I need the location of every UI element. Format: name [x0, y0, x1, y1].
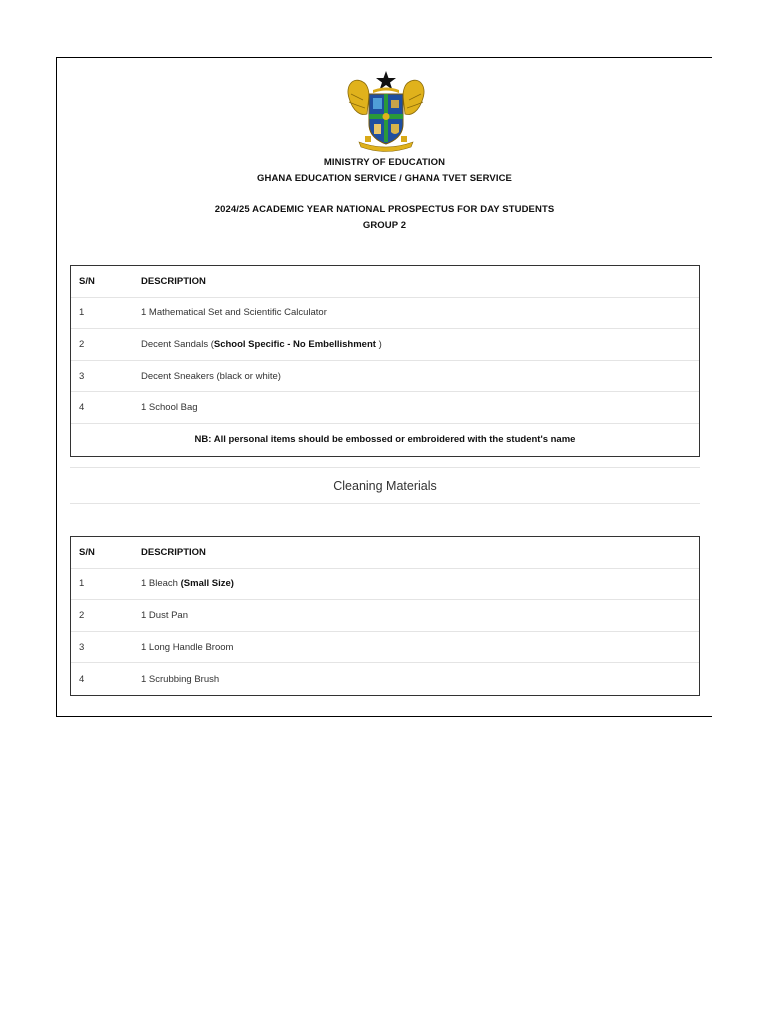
row-description-text: 1 Bleach — [141, 578, 181, 590]
row-description: Decent Sneakers (black or white) — [141, 370, 281, 382]
table-row — [71, 663, 699, 695]
row-sn: 4 — [79, 673, 85, 685]
row-description: 1 Dust Pan — [141, 609, 188, 621]
table-row — [71, 600, 699, 632]
group-heading: GROUP 2 — [362, 220, 407, 231]
row-sn: 3 — [79, 641, 85, 653]
sn-column-header: S/N — [79, 275, 95, 287]
row-description: 1 Mathematical Set and Scientific Calculator — [141, 307, 327, 319]
service-heading: GHANA EDUCATION SERVICE / GHANA TVET SERVICE — [257, 173, 512, 184]
row-sn: 3 — [79, 370, 85, 382]
row-description: 1 Long Handle Broom — [141, 641, 234, 653]
row-sn: 1 — [79, 578, 85, 590]
table-row — [71, 361, 699, 393]
row-description-after: ) — [375, 338, 382, 350]
personal-items-table — [70, 265, 700, 457]
row-description-bold: (Small Size) — [180, 578, 234, 590]
table-row — [71, 392, 699, 424]
table-row — [71, 298, 699, 330]
row-description — [141, 339, 699, 350]
row-description-text: Decent Sandals ( — [141, 338, 214, 350]
table-header-row — [71, 266, 699, 298]
sn-column-header: S/N — [79, 546, 95, 558]
row-description: 1 School Bag — [141, 402, 198, 414]
table-header-row — [71, 537, 699, 569]
description-column-header: DESCRIPTION — [141, 275, 206, 287]
row-description-bold: School Specific - No Embellishment — [213, 338, 376, 350]
description-column-header: DESCRIPTION — [141, 546, 206, 558]
prospectus-heading: 2024/25 ACADEMIC YEAR NATIONAL PROSPECTUS FOR DAY STUDENTS — [214, 204, 555, 215]
table-row — [71, 632, 699, 664]
row-sn: 4 — [79, 402, 85, 414]
table-row — [71, 329, 699, 361]
row-description: 1 Scrubbing Brush — [141, 673, 220, 685]
row-sn: 1 — [79, 307, 85, 319]
prospectus-page — [56, 57, 712, 717]
row-description — [141, 578, 699, 589]
note-row: NB: All personal items should be embossed or embroidered with the student's name — [194, 434, 576, 446]
row-sn: 2 — [79, 338, 85, 350]
ghana-coat-of-arms-icon — [343, 68, 429, 154]
ministry-heading: MINISTRY OF EDUCATION — [323, 157, 446, 168]
row-sn: 2 — [79, 609, 85, 621]
table-row — [71, 569, 699, 601]
cleaning-materials-title: Cleaning Materials — [70, 467, 700, 504]
cleaning-materials-table — [70, 536, 700, 696]
